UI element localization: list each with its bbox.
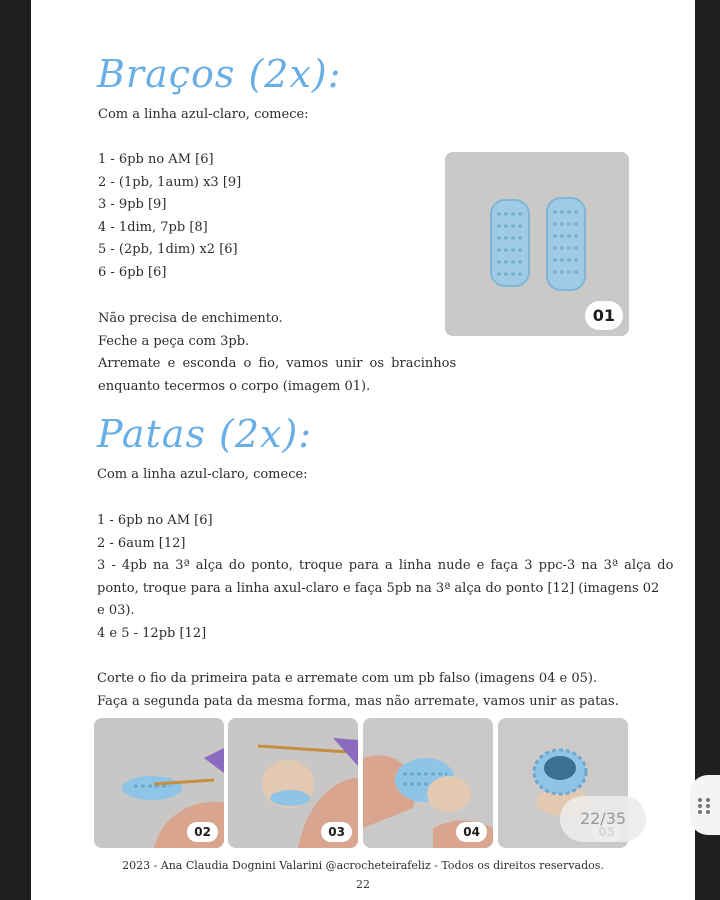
arms-step: 5 - (2pb, 1dim) x2 [6]	[98, 242, 238, 257]
paws-intro: Com a linha azul-claro, comece:	[97, 467, 308, 482]
arms-step: 2 - (1pb, 1aum) x3 [9]	[98, 174, 242, 190]
arms-notes	[98, 308, 456, 398]
arms-note: enquanto tecermos o corpo (imagem 01).	[98, 378, 371, 394]
paws-photo-04	[363, 718, 493, 848]
scroll-handle[interactable]	[690, 775, 720, 835]
arms-note: Feche a peça com 3pb.	[98, 333, 250, 349]
image-label-04: 04	[456, 822, 487, 842]
paws-notes	[97, 668, 619, 713]
footer-credit: 2023 - Ana Claudia Dognini Valarini @acrocheteirafeliz - Todos os direitos reservados.	[122, 859, 604, 872]
paws-step: 3 - 4pb na 3ª alça do ponto, troque para a linha nude e faça 3 ppc-3 na 3ª alça do	[97, 558, 674, 573]
arms-steps	[98, 149, 241, 284]
paws-heading: Patas (2x):	[97, 412, 313, 456]
paws-step: 2 - 6aum [12]	[97, 535, 186, 551]
crochet-arm-left	[491, 200, 529, 286]
paws-note: Faça a segunda pata da mesma forma, mas não arremate, vamos unir as patas.	[97, 693, 619, 709]
image-label-01: 01	[585, 301, 623, 330]
arms-note: Não precisa de enchimento.	[98, 311, 283, 326]
paws-photo-02	[94, 718, 224, 848]
paws-steps	[97, 510, 674, 645]
crochet-arm-right	[547, 198, 585, 290]
arms-photo	[445, 152, 629, 336]
paws-step: e 03).	[97, 603, 135, 618]
arms-intro: Com a linha azul-claro, comece:	[98, 107, 309, 122]
image-label-03: 03	[321, 822, 352, 842]
arms-note: Arremate e esconda o fio, vamos unir os bracinhos	[98, 356, 457, 371]
document-page	[31, 0, 695, 900]
paws-step: 4 e 5 - 12pb [12]	[97, 625, 207, 641]
arms-heading: Braços (2x):	[97, 52, 342, 96]
arms-step: 6 - 6pb [6]	[98, 264, 167, 280]
arms-step: 4 - 1dim, 7pb [8]	[98, 219, 208, 235]
paws-step: 1 - 6pb no AM [6]	[97, 513, 213, 528]
image-label-02: 02	[187, 822, 218, 842]
drag-handle-icon	[696, 797, 714, 815]
page-indicator: 22/35	[560, 796, 646, 842]
page-number: 22	[356, 878, 370, 891]
paws-note: Corte o fio da primeira pata e arremate com um pb falso (imagens 04 e 05).	[97, 671, 598, 686]
paws-photo-03	[228, 718, 358, 848]
arms-step: 1 - 6pb no AM [6]	[98, 152, 214, 167]
paws-step: ponto, troque para a linha axul-claro e faça 5pb na 3ª alça do ponto [12] (imagens 02	[97, 580, 660, 596]
arms-step: 3 - 9pb [9]	[98, 197, 167, 212]
